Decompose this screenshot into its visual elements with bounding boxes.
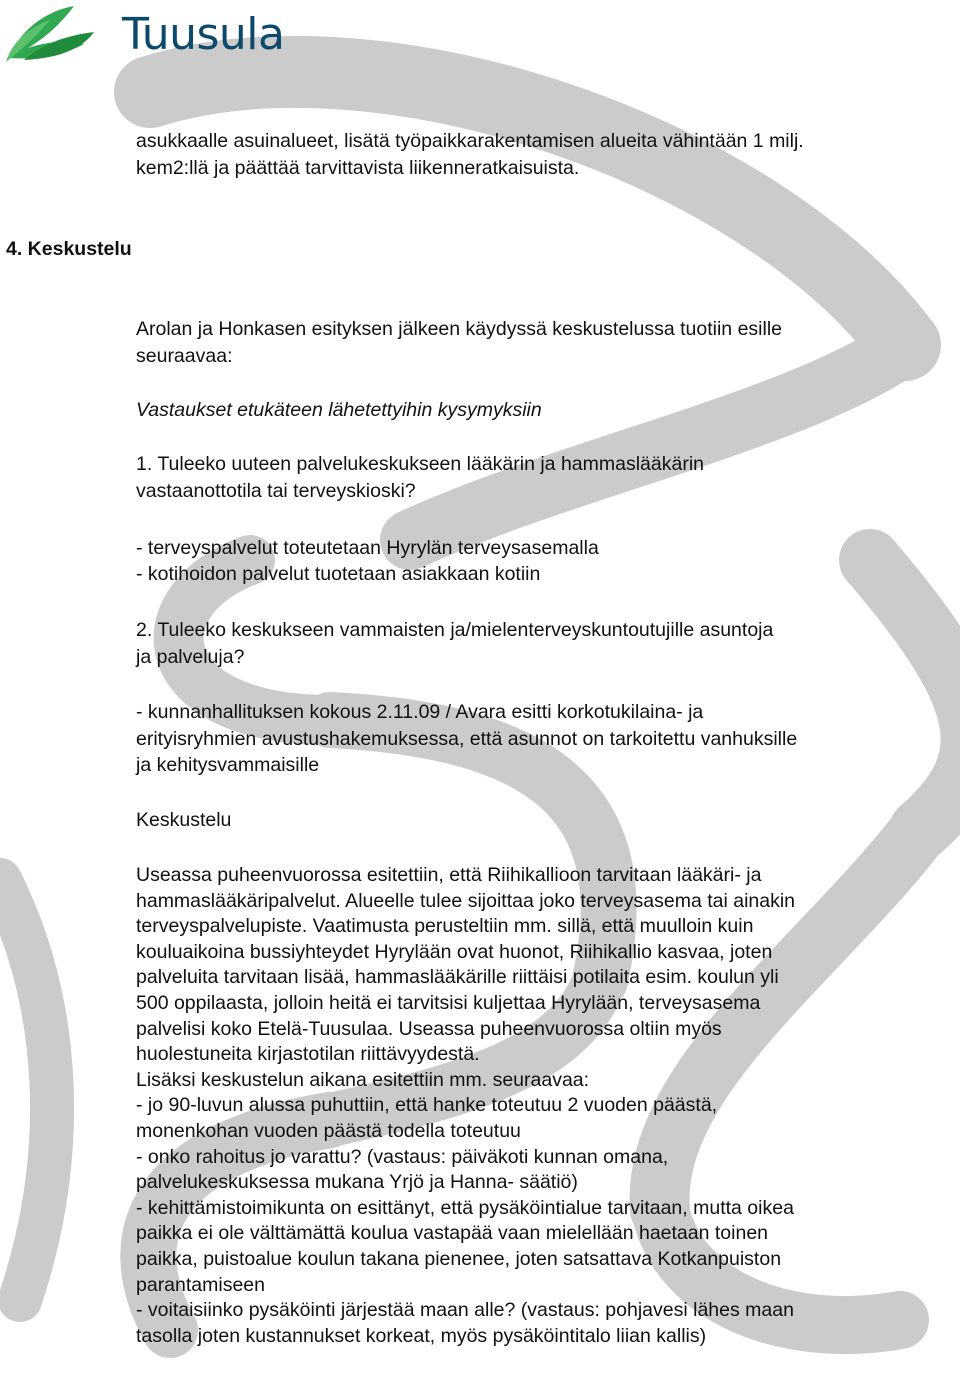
discussion-line: kouluaikoina bussiyhteydet Hyrylään ovat huonot, Riihikallio kasvaa, joten	[136, 940, 773, 963]
discussion-line: palveluita tarvitaan lisää, hammaslääkärille riittäisi potilaita esim. koulun yli	[136, 966, 779, 989]
discussion-intro-line: seuraavaa:	[136, 345, 233, 367]
discussion-line: paikka, puistoalue koulun takana pienenee, joten satsattava Kotkanpuiston	[136, 1248, 782, 1270]
intro-line: asukkaalle asuinalueet, lisätä työpaikkarakentamisen alueita vähintään 1 milj.	[136, 130, 804, 152]
discussion-line: Lisäksi keskustelun aikana esitettiin mm. seuraavaa:	[136, 1068, 590, 1091]
discussion-line: monenkohan vuoden päästä todella toteutuu	[136, 1120, 521, 1142]
answer-2-line: erityisryhmien avustushakemuksessa, että asunnot on tarkoitettu vanhuksille	[136, 728, 798, 750]
answer-1-line: - kotihoidon palvelut tuotetaan asiakkaan kotiin	[136, 563, 541, 585]
discussion-line: huolestuneita kirjastotilan riittävyydestä.	[136, 1043, 480, 1066]
discussion-line: tasolla joten kustannukset korkeat, myös pysäköintitalo liian kallis)	[136, 1324, 707, 1347]
answers-heading: Vastaukset etukäteen lähetettyihin kysymyksiin	[136, 399, 542, 421]
question-1-line: vastaanottotila tai terveyskioski?	[136, 480, 416, 502]
discussion-line: palvelukeskuksessa mukana Yrjö ja Hanna- säätiö)	[136, 1171, 578, 1194]
discussion-line: parantamiseen	[136, 1273, 265, 1296]
discussion-line: terveyspalvelupiste. Vaatimusta perusteltiin mm. sillä, että muulloin kuin	[136, 915, 754, 938]
question-2-line: ja palveluja?	[136, 646, 245, 668]
question-2-line: 2. Tuleeko keskukseen vammaisten ja/mielenterveyskuntoutujille asuntoja	[136, 619, 774, 641]
discussion-line: - jo 90-luvun alussa puhuttiin, että hanke toteutuu 2 vuoden päästä,	[136, 1094, 718, 1117]
leaf-icon	[2, 2, 118, 68]
discussion-heading: Keskustelu	[136, 809, 232, 831]
discussion-line: paikka ei ole välttämättä koulua vastapää vaan mielellään haetaan toinen	[136, 1222, 769, 1245]
answer-2-line: ja kehitysvammaisille	[136, 754, 320, 776]
section-heading: 4. Keskustelu	[6, 238, 132, 260]
logo-text: Tuusula	[122, 9, 285, 60]
discussion-line: - voitaisiinko pysäköinti järjestää maan alle? (vastaus: pohjavesi lähes maan	[136, 1299, 794, 1322]
intro-line: kem2:llä ja päättää tarvittavista liikenneratkaisuista.	[136, 157, 580, 179]
answer-2-line: - kunnanhallituksen kokous 2.11.09 / Avara esitti korkotukilaina- ja	[136, 701, 704, 723]
discussion-line: - onko rahoitus jo varattu? (vastaus: päiväkoti kunnan omana,	[136, 1145, 669, 1168]
discussion-line: - kehittämistoimikunta on esittänyt, että pysäköintialue tarvitaan, mutta oikea	[136, 1196, 794, 1219]
discussion-line: 500 oppilaasta, jolloin heitä ei tarvitsisi kuljettaa Hyrylään, terveysasema	[136, 992, 761, 1014]
discussion-line: hammaslääkäripalvelut. Alueelle tulee sijoittaa joko terveysasema tai ainakin	[136, 889, 796, 912]
tuusula-logo	[2, 2, 284, 68]
discussion-line: Useassa puheenvuorossa esitettiin, että Riihikallioon tarvitaan lääkäri- ja	[136, 864, 762, 886]
question-1-line: 1. Tuleeko uuteen palvelukeskukseen lääkärin ja hammaslääkärin	[136, 453, 705, 475]
discussion-line: palvelisi koko Etelä-Tuusulaa. Useassa puheenvuorossa oltiin myös	[136, 1017, 722, 1040]
answer-1-line: - terveyspalvelut toteutetaan Hyrylän terveysasemalla	[136, 537, 599, 559]
discussion-intro-line: Arolan ja Honkasen esityksen jälkeen käydyssä keskustelussa tuotiin esille	[136, 318, 783, 340]
